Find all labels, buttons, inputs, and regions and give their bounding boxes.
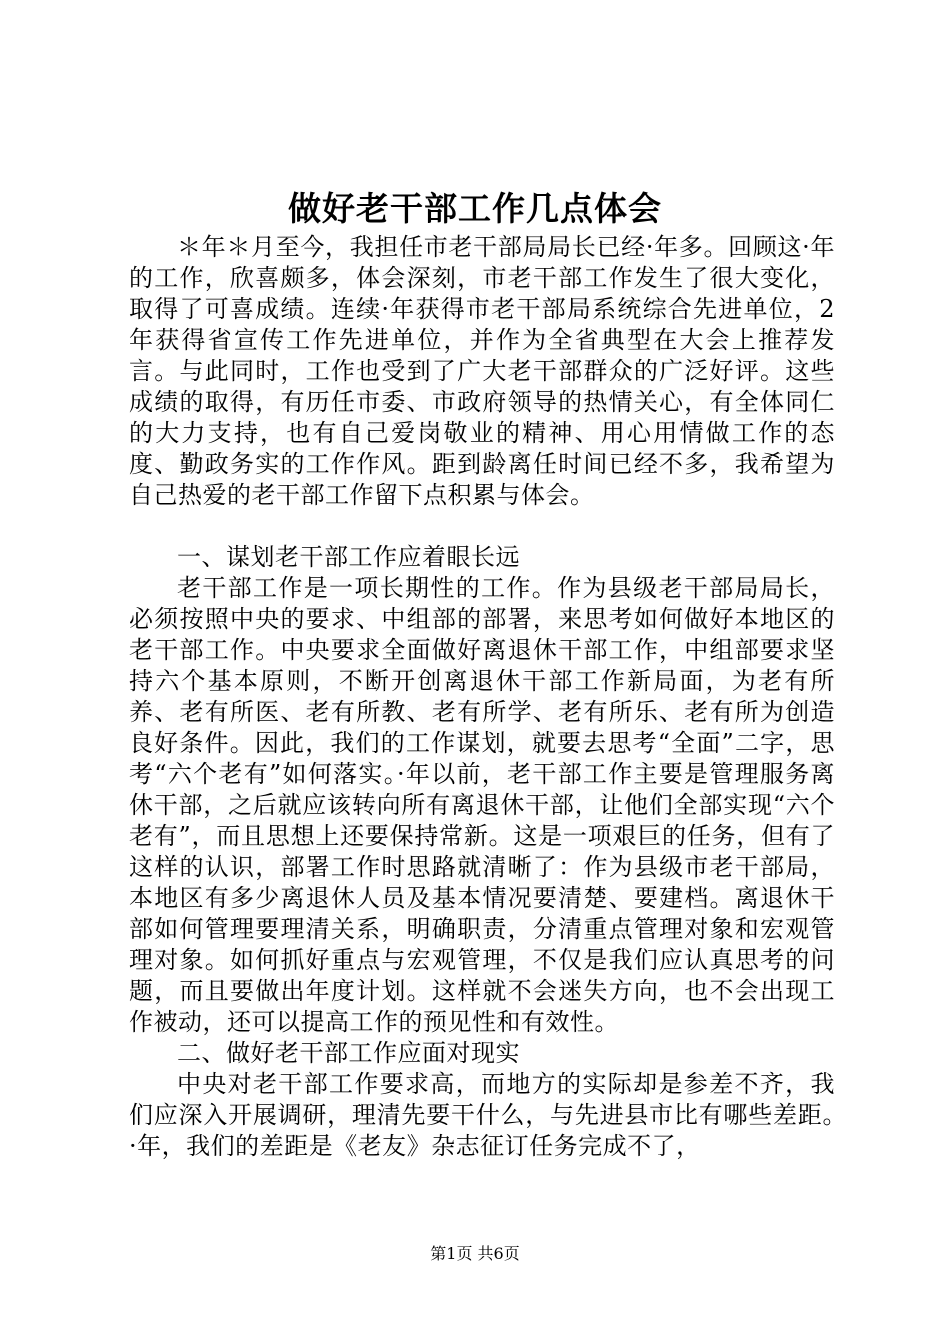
- page-footer: 第1页 共6页: [430, 1244, 520, 1263]
- intro-paragraph: ＊年＊月至今，我担任市老干部局局长已经·年多。回顾这·年的工作，欣喜颇多，体会深刻，市老干部工作发生了很大变化，取得了可喜成绩。连续·年获得市老干部局系统综合先进单位，2年获得省宣传工作先进单位，并作为全省典型在大会上推荐发言。与此同时，工作也受到了广大老干部群众的广泛好评。这些成绩的取得，有历任市委、市政府领导的热情关心，有全体同仁的大力支持，也有自己爱岗敬业的精神、用心用情做工作的态度、勤政务实的工作作风。距到龄离任时间已经不多，我希望为自己热爱的老干部工作留下点积累与体会。: [129, 233, 835, 509]
- document-title: 做好老干部工作几点体会: [288, 189, 662, 228]
- section-heading-1: 一、谋划老干部工作应着眼长远: [177, 543, 520, 571]
- paragraph-gap: [129, 511, 835, 542]
- document-body: [129, 232, 835, 1162]
- section-2-paragraph: 中央对老干部工作要求高，而地方的实际却是参差不齐，我们应深入开展调研，理清先要干什么，与先进县市比有哪些差距。·年，我们的差距是《老友》杂志征订任务完成不了，: [129, 1070, 835, 1160]
- section-heading-2: 二、做好老干部工作应面对现实: [177, 1039, 520, 1067]
- section-1-paragraph: 老干部工作是一项长期性的工作。作为县级老干部局局长，必须按照中央的要求、中组部的部署，来思考如何做好本地区的老干部工作。中央要求全面做好离退休干部工作，中组部要求坚持六个基本原则，不断开创离退休干部工作新局面，为老有所养、老有所医、老有所教、老有所学、老有所乐、老有所为创造良好条件。因此，我们的工作谋划，就要去思考“全面”二字，思考“六个老有”如何落实。·年以前，老干部工作主要是管理服务离休干部，之后就应该转向所有离退休干部，让他们全部实现“六个老有”，而且思想上还要保持常新。这是一项艰巨的任务，但有了这样的认识，部署工作时思路就清晰了：作为县级市老干部局，本地区有多少离退休人员及基本情况要清楚、要建档。离退休干部如何管理要理清关系，明确职责，分清重点管理对象和宏观管理对象。如何抓好重点与宏观管理，不仅是我们应认真思考的问题，而且要做出年度计划。这样就不会迷失方向，也不会出现工作被动，还可以提高工作的预见性和有效性。: [129, 574, 835, 1036]
